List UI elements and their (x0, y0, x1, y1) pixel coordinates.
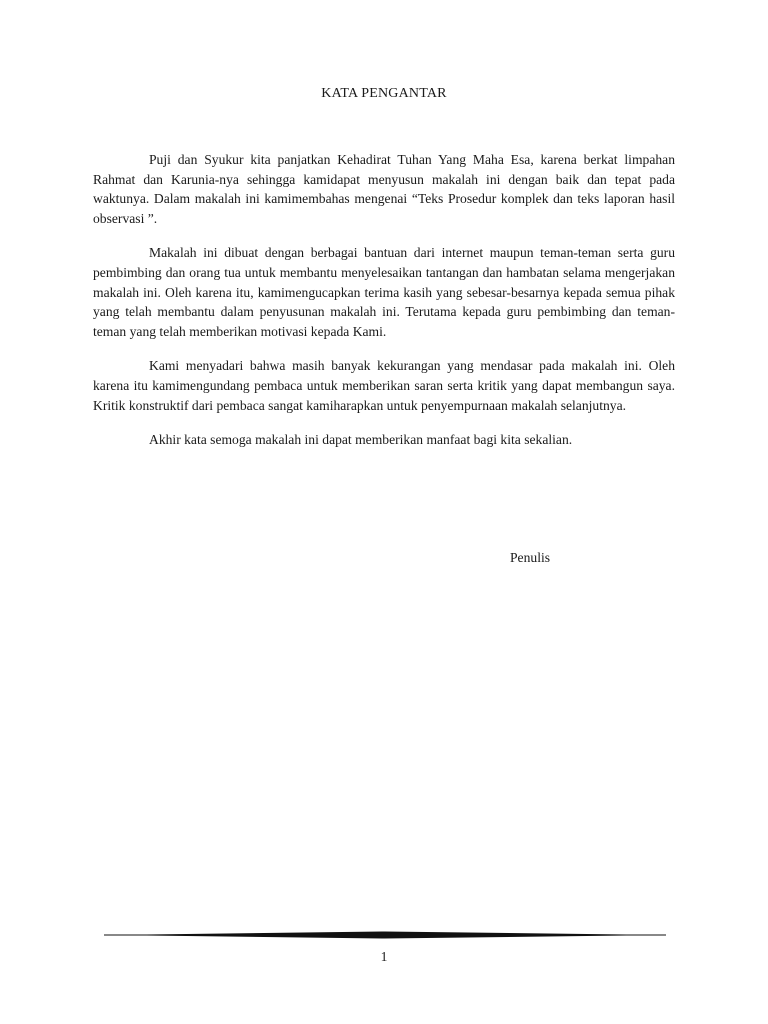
page-title: KATA PENGANTAR (321, 86, 447, 101)
body-text (93, 150, 675, 465)
paragraph-2: Makalah ini dibuat dengan berbagai bantuan dari internet maupun teman-teman serta guru pembimbing dan orang tua untuk membantu menyelesaikan tantangan dan hambatan selama mengerjakan makalah ini. Oleh karena itu, kamimengucapkan terima kasih yang sebesar-besarnya kepada semua pihak yang telah membantu dalam penyusunan makalah ini. Terutama kepada guru pembimbing dan teman-teman yang telah memberikan motivasi kepada Kami. (93, 245, 675, 339)
page-number: 1 (380, 949, 388, 964)
signature: Penulis (510, 550, 551, 565)
footer-divider (104, 931, 666, 939)
paragraph-3: Kami menyadari bahwa masih banyak kekurangan yang mendasar pada makalah ini. Oleh karena itu kamimengundang pembaca untuk memberikan saran serta kritik yang dapat membangun saya. Kritik konstruktif dari pembaca sangat kamiharapkan untuk penyempurnaan makalah selanjutnya. (93, 358, 675, 413)
paragraph-1: Puji dan Syukur kita panjatkan Kehadirat Tuhan Yang Maha Esa, karena berkat limpahan Rahmat dan Karunia-nya sehingga kamidapat menyusun makalah ini dengan baik dan tepat pada waktunya. Dalam makalah ini kamimembahas mengenai “Teks Prosedur komplek dan teks laporan hasil observasi ”. (93, 152, 675, 226)
paragraph-4: Akhir kata semoga makalah ini dapat memberikan manfaat bagi kita sekalian. (149, 432, 573, 448)
